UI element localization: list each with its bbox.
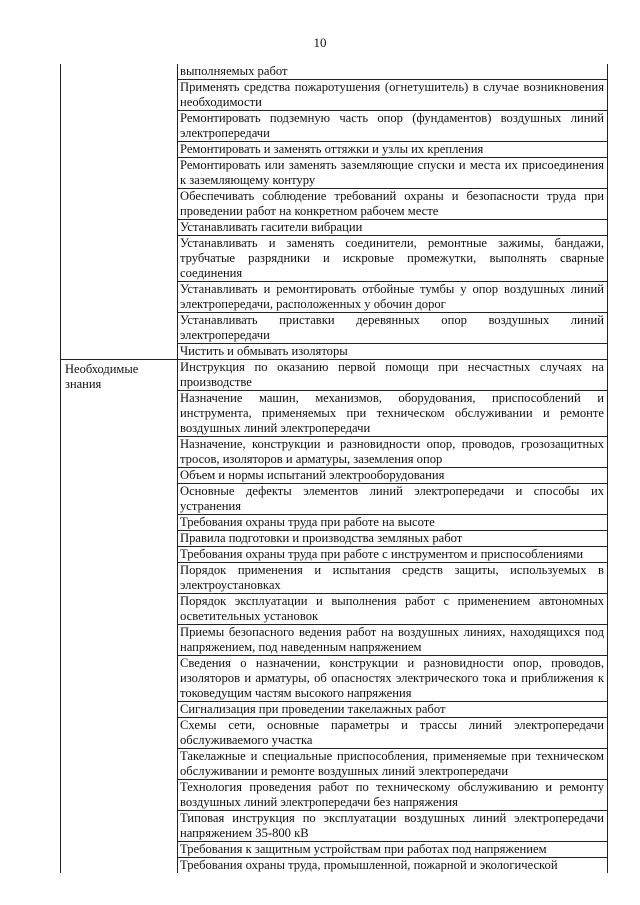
table-row: Ремонтировать и заменять оттяжки и узлы их крепления bbox=[178, 141, 607, 157]
requirements-table bbox=[60, 64, 608, 873]
skills-section bbox=[61, 64, 607, 359]
table-row: Сведения о назначении, конструкции и разновидности опор, проводов, изоляторов и арматуры, об опасностях электрического тока и приближения к токоведущим частям высокого напряжения bbox=[178, 655, 607, 701]
items-list bbox=[178, 64, 607, 359]
table-row: Сигнализация при проведении такелажных работ bbox=[178, 701, 607, 717]
table-row: Требования охраны труда при работе на высоте bbox=[178, 514, 607, 530]
page-number: 10 bbox=[313, 35, 327, 50]
table-row: Порядок эксплуатации и выполнения работ с применением автономных осветительных установок bbox=[178, 593, 607, 624]
table-row: Основные дефекты элементов линий электропередачи и способы их устранения bbox=[178, 483, 607, 514]
table-row: Требования охраны труда при работе с инструментом и приспособлениями bbox=[178, 546, 607, 562]
table-row: Устанавливать и ремонтировать отбойные тумбы у опор воздушных линий электропередачи, расположенных у обочин дорог bbox=[178, 281, 607, 312]
table-row: Технология проведения работ по техническому обслуживанию и ремонту воздушных линий электропередачи без напряжения bbox=[178, 779, 607, 810]
table-row: Ремонтировать подземную часть опор (фундаментов) воздушных линий электропередачи bbox=[178, 110, 607, 141]
table-row: Устанавливать гасители вибрации bbox=[178, 219, 607, 235]
table-row: Такелажные и специальные приспособления, применяемые при техническом обслуживании и ремонте воздушных линий электропередачи bbox=[178, 748, 607, 779]
table-row: Объем и нормы испытаний электрооборудования bbox=[178, 467, 607, 483]
table-row: Порядок применения и испытания средств защиты, используемых в электроустановках bbox=[178, 562, 607, 593]
table-row: Приемы безопасного ведения работ на воздушных линиях, находящихся под напряжением, под наведенным напряжением bbox=[178, 624, 607, 655]
section-label bbox=[61, 64, 178, 359]
table-row: Обеспечивать соблюдение требований охраны и безопасности труда при проведении работ на конкретном рабочем месте bbox=[178, 188, 607, 219]
table-row: Ремонтировать или заменять заземляющие спуски и места их присоединения к заземляющему контуру bbox=[178, 157, 607, 188]
table-row: Типовая инструкция по эксплуатации воздушных линий электропередачи напряжением 35-800 кВ bbox=[178, 810, 607, 841]
table-row: Устанавливать приставки деревянных опор воздушных линий электропередачи bbox=[178, 312, 607, 343]
table-row: Чистить и обмывать изоляторы bbox=[178, 343, 607, 359]
table-row: Устанавливать и заменять соединители, ремонтные зажимы, бандажи, трубчатые разрядники и искровые промежутки, выполнять сварные соединения bbox=[178, 235, 607, 281]
table-row: Правила подготовки и производства земляных работ bbox=[178, 530, 607, 546]
knowledge-section bbox=[61, 359, 607, 873]
table-row: Применять средства пожаротушения (огнетушитель) в случае возникновения необходимости bbox=[178, 79, 607, 110]
table-row: Инструкция по оказанию первой помощи при несчастных случаях на производстве bbox=[180, 360, 604, 389]
table-row: Схемы сети, основные параметры и трассы линий электропередачи обслуживаемого участка bbox=[178, 717, 607, 748]
items-list bbox=[178, 360, 607, 873]
table-row: Требования охраны труда, промышленной, пожарной и экологической bbox=[178, 857, 607, 873]
section-label: Необходимые знания bbox=[61, 360, 178, 873]
table-row: Назначение машин, механизмов, оборудования, приспособлений и инструмента, применяемых при техническом обслуживании и ремонте воздушных линий электропередачи bbox=[178, 390, 607, 436]
table-row: Назначение, конструкции и разновидности опор, проводов, грозозащитных тросов, изоляторов и арматуры, заземления опор bbox=[178, 436, 607, 467]
table-row: Требования к защитным устройствам при работах под напряжением bbox=[178, 841, 607, 857]
table-row: выполняемых работ bbox=[180, 64, 288, 78]
